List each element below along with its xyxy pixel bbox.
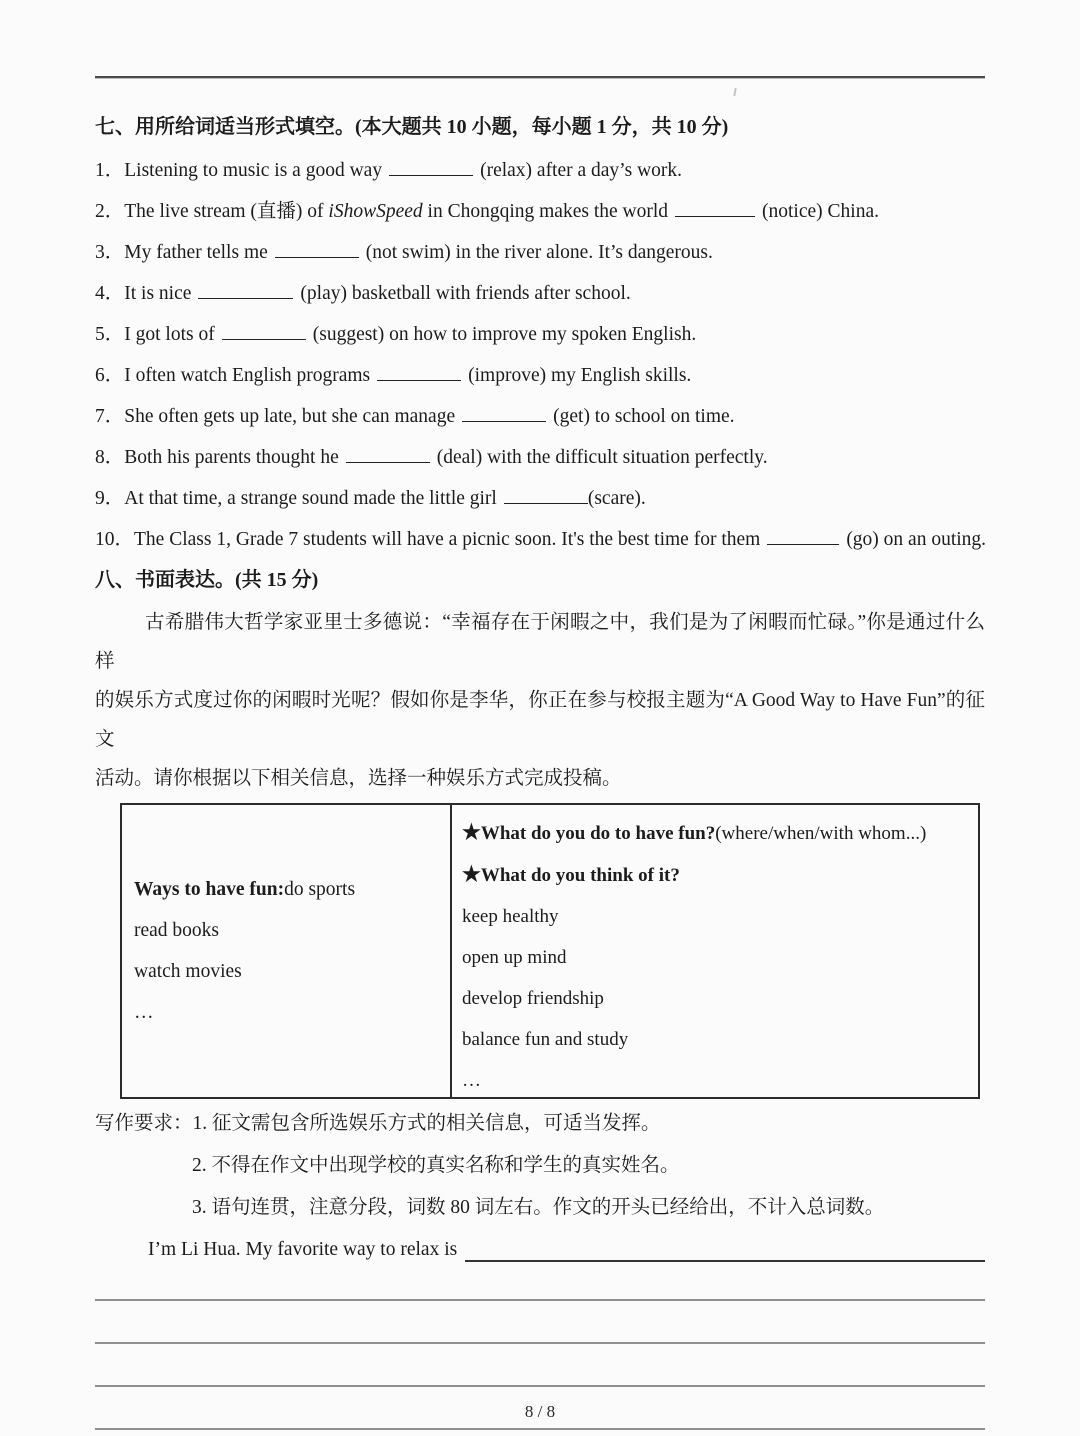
question-text: My father tells me — [124, 242, 268, 263]
table-right-item: keep healthy — [462, 906, 559, 927]
table-right-line — [462, 896, 970, 937]
question-row — [95, 273, 985, 314]
question-number: 3． — [95, 242, 125, 263]
question-row — [95, 478, 985, 519]
prompt-paragraph-line: 的娱乐方式度过你的闲暇时光呢？假如你是李华，你正在参与校报主题为“A Good Way to Have Fun”的征文 — [95, 690, 985, 750]
question-text: iShowSpeed — [328, 201, 423, 222]
requirement-line — [95, 1103, 985, 1145]
question-number: 2． — [95, 201, 125, 222]
essay-opening-text: I’m Li Hua. My favorite way to relax is — [148, 1239, 458, 1260]
table-right-item: (where/when/with whom...) — [715, 823, 927, 844]
page-content — [95, 0, 985, 1430]
table-right-item: … — [462, 1070, 481, 1091]
ways-to-have-fun-label: Ways to have fun: — [134, 879, 285, 900]
answer-blank — [767, 531, 839, 545]
table-right-line — [462, 1060, 970, 1101]
table-left-cell — [122, 805, 452, 1097]
question-row — [95, 437, 985, 478]
question-row — [95, 396, 985, 437]
question-text: I got lots of — [124, 324, 215, 345]
table-right-line — [462, 812, 970, 854]
requirement-line — [95, 1145, 985, 1187]
table-right-line — [462, 937, 970, 978]
table-right-question: What do you do to have fun? — [480, 823, 716, 844]
prompt-paragraph-line: 活动。请你根据以下相关信息，选择一种娱乐方式完成投稿。 — [95, 768, 622, 789]
question-number: 5． — [95, 324, 125, 345]
writing-line — [95, 1344, 985, 1387]
question-number: 7． — [95, 406, 125, 427]
requirement-item: 2. 不得在作文中出现学校的真实名称和学生的真实姓名。 — [192, 1155, 680, 1176]
question-text: At that time, a strange sound made the little girl — [124, 488, 497, 509]
answer-blank — [346, 449, 430, 463]
ways-to-have-fun-value: do sports — [284, 879, 356, 900]
word-hint: (play) basketball with friends after school. — [300, 283, 631, 304]
page-number: 8 / 8 — [524, 1402, 556, 1421]
question-text: Both his parents thought he — [124, 447, 339, 468]
word-hint: (notice) China. — [762, 201, 879, 222]
word-hint: (relax) after a day’s work. — [480, 160, 683, 181]
answer-blank — [389, 162, 473, 176]
question-row — [95, 150, 985, 191]
requirement-item: 3. 语句连贯，注意分段，词数 80 词左右。作文的开头已经给出，不计入总词数。 — [192, 1197, 885, 1218]
writing-line — [95, 1270, 985, 1301]
answer-blank — [462, 408, 546, 422]
word-hint: (deal) with the difficult situation perfectly. — [436, 447, 768, 468]
question-number: 4． — [95, 283, 125, 304]
table-left-line — [134, 992, 450, 1033]
question-row — [95, 191, 985, 232]
question-row — [95, 519, 985, 560]
section8-title: 八、书面表达。(共 15 分) — [95, 569, 319, 591]
table-right-line — [462, 854, 970, 896]
question-number: 6． — [95, 365, 125, 386]
question-row — [95, 355, 985, 396]
writing-line — [95, 1301, 985, 1344]
question-text: The Class 1, Grade 7 students will have a picnic soon. It's the best time for them — [134, 529, 761, 550]
question-text: Listening to music is a good way — [124, 160, 383, 181]
table-left-item: … — [134, 1002, 154, 1023]
answer-blank — [275, 244, 359, 258]
question-text: She often gets up late, but she can manage — [124, 406, 456, 427]
question-number: 10． — [95, 529, 135, 550]
question-text: I often watch English programs — [124, 365, 371, 386]
essay-opening-blank — [465, 1229, 985, 1262]
answer-blank — [675, 203, 755, 217]
table-right-question: What do you think of it? — [480, 865, 680, 886]
table-right-line — [462, 978, 970, 1019]
requirements-label: 写作要求： — [95, 1113, 193, 1134]
table-left-line — [134, 910, 450, 951]
question-text: The live stream (直播) of — [124, 201, 329, 222]
question-number: 8． — [95, 447, 125, 468]
table-left-item: read books — [134, 920, 220, 941]
writing-requirements — [95, 1103, 985, 1229]
word-hint: (scare). — [587, 488, 646, 509]
question-number: 9． — [95, 488, 125, 509]
star-icon: ★ — [462, 862, 481, 886]
fill-blank-question-list — [95, 150, 985, 560]
question-row — [95, 314, 985, 355]
answer-blank — [377, 367, 461, 381]
table-right-cell — [452, 805, 978, 1097]
question-number: 1． — [95, 160, 125, 181]
essay-opening-line — [148, 1229, 985, 1270]
section7-title: 七、用所给词适当形式填空。(本大题共 10 小题，每小题 1 分，共 10 分) — [95, 116, 729, 138]
star-icon: ★ — [462, 820, 481, 844]
table-left-line — [134, 869, 450, 910]
requirement-item: 1. 征文需包含所选娱乐方式的相关信息，可适当发挥。 — [192, 1113, 661, 1134]
question-text: in Chongqing makes the world — [422, 201, 669, 222]
question-text: It is nice — [124, 283, 192, 304]
table-right-item: open up mind — [462, 947, 567, 968]
table-left-line — [134, 951, 450, 992]
question-row — [95, 232, 985, 273]
word-hint: (get) to school on time. — [553, 406, 735, 427]
requirement-line — [95, 1187, 985, 1229]
word-hint: (not swim) in the river alone. It’s dangerous. — [365, 242, 713, 263]
essay-info-table — [120, 803, 980, 1099]
table-right-line — [462, 1019, 970, 1060]
word-hint: (go) on an outing. — [846, 529, 987, 550]
word-hint: (suggest) on how to improve my spoken English. — [312, 324, 697, 345]
answer-blank — [222, 326, 306, 340]
word-hint: (improve) my English skills. — [468, 365, 692, 386]
table-right-item: balance fun and study — [462, 1029, 629, 1050]
answer-blank — [198, 285, 293, 299]
prompt-paragraph-line: 古希腊伟大哲学家亚里士多德说：“幸福存在于闲暇之中，我们是为了闲暇而忙碌。”你是通过什么样 — [95, 612, 985, 672]
essay-prompt-paragraph — [95, 603, 985, 798]
table-left-item: watch movies — [134, 961, 242, 982]
table-right-item: develop friendship — [462, 988, 604, 1009]
answer-blank — [504, 490, 588, 504]
